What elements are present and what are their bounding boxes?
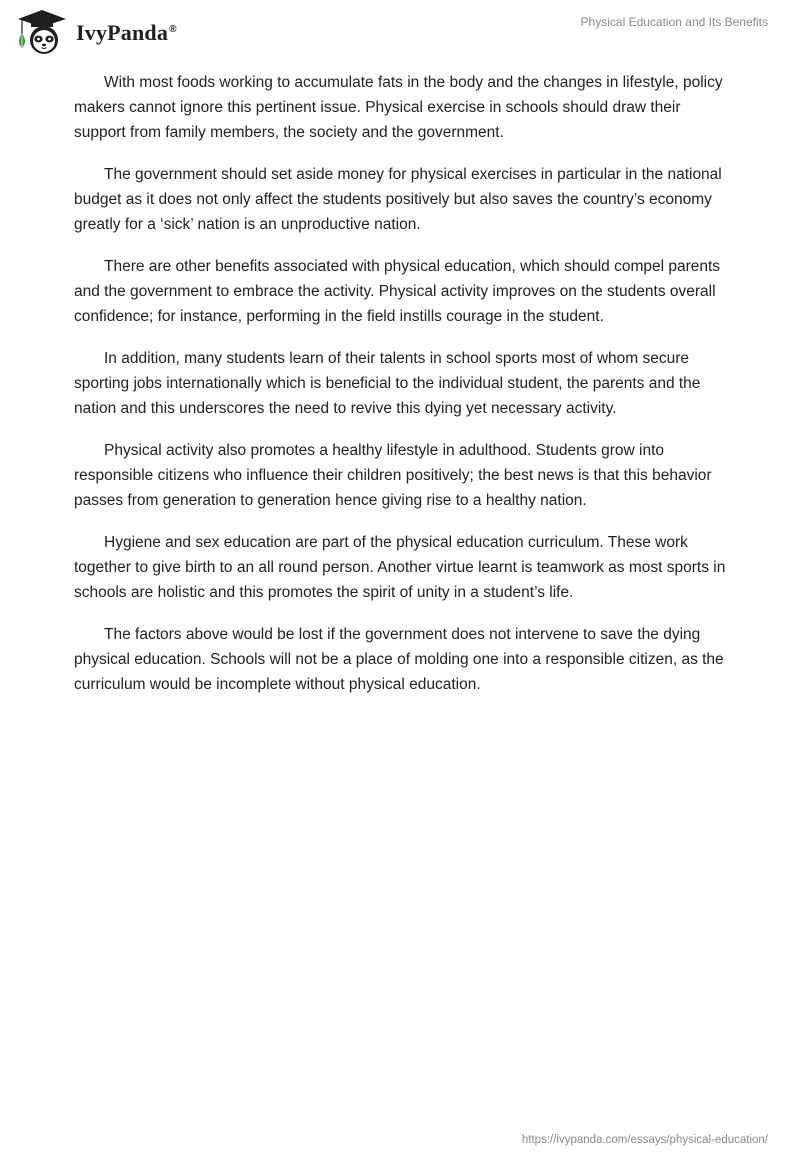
paragraph: Hygiene and sex education are part of the physical education curriculum. These work together to give birth to an all round person. Another virtue learnt is teamwork as most sports in schools are holistic and this promotes the spirit of unity in a student’s life. [74, 534, 726, 601]
paragraph: In addition, many students learn of their talents in school sports most of whom secure sporting jobs internationally which is beneficial to the individual student, the parents and the nation and this underscores the need to revive this dying yet necessary activity. [74, 350, 701, 417]
essay-body [74, 70, 726, 714]
paragraph: The factors above would be lost if the government does not intervene to save the dying physical education. Schools will not be a place of molding one into a responsible citizen, as the curriculum would be incomplete without physical education. [74, 626, 724, 693]
panda-logo-icon [14, 8, 70, 56]
paragraph: With most foods working to accumulate fats in the body and the changes in lifestyle, policy makers cannot ignore this pertinent issue. Physical exercise in schools should draw their support from family members, the society and the government. [74, 74, 723, 141]
paragraph: Physical activity also promotes a healthy lifestyle in adulthood. Students grow into responsible citizens who influence their children positively; the best news is that this behavior passes from generation to generation hence giving rise to a healthy nation. [74, 442, 712, 509]
ivypanda-logo[interactable] [14, 8, 177, 56]
page-header [0, 0, 800, 60]
running-title: Physical Education and Its Benefits [580, 15, 768, 29]
registered-mark: ® [169, 23, 177, 35]
brand-name: IvyPanda® [76, 20, 177, 45]
paragraph: There are other benefits associated with physical education, which should compel parents and the government to embrace the activity. Physical activity improves on the students overall confidence; for instance, performing in the field instills courage in the student. [74, 258, 721, 325]
source-url-link[interactable]: https://ivypanda.com/essays/physical-education/ [521, 1134, 768, 1146]
paragraph: The government should set aside money for physical exercises in particular in the national budget as it does not only affect the students positively but also saves the country’s economy greatly for a ‘sick’ nation is an unproductive nation. [74, 166, 722, 233]
